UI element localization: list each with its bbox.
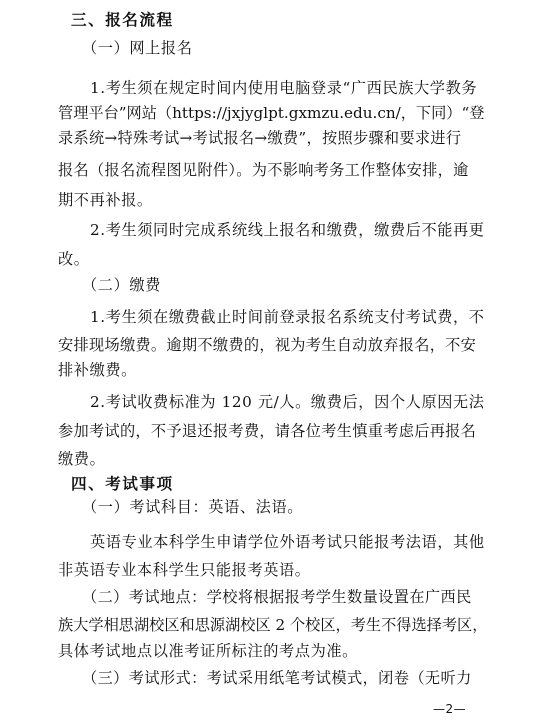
paragraph-line: 管理平台”网站（https://jxjyglpt.gxmzu.edu.cn/，下同）“登 — [58, 104, 485, 122]
paragraph-line: 排补缴费。 — [58, 361, 137, 379]
paragraph-line: 报名（报名流程图见附件）。为不影响考务工作整体安排，逾 — [58, 161, 469, 179]
subheading-online-registration: （一）网上报名 — [82, 39, 193, 57]
paragraph-line: 2.考试收费标准为 120 元/人。缴费后，因个人原因无法 — [90, 393, 485, 411]
paragraph-line: 1.考生须在缴费截止时间前登录报名系统支付考试费，不 — [90, 308, 485, 326]
paragraph-line: 具体考试地点以准考证所标注的考点为准。 — [58, 642, 358, 660]
paragraph-line: 改。 — [58, 250, 90, 268]
paragraph-exam-format: （三）考试形式：考试采用纸笔考试模式，闭卷（无听力 — [82, 669, 472, 687]
paragraph-line: 缴费。 — [58, 450, 106, 468]
heading-exam-matters: 四、考试事项 — [71, 475, 174, 493]
paragraph-line: 1.考生须在规定时间内使用电脑登录“广西民族大学教务 — [90, 79, 478, 97]
paragraph-line: 2.考生须同时完成系统线上报名和缴费，缴费后不能再更 — [90, 221, 485, 239]
paragraph-line: 录系统→特殊考试→考试报名→缴费”，按照步骤和要求进行 — [58, 129, 462, 147]
subheading-exam-subjects: （一）考试科目：英语、法语。 — [82, 498, 304, 516]
paragraph-line: 期不再补报。 — [58, 191, 153, 209]
paragraph-line: 安排现场缴费。逾期不缴费的，视为考生自动放弃报名，不安 — [58, 336, 477, 354]
page-number: —2— — [433, 702, 467, 716]
paragraph-line: 非英语专业本科学生只能报考英语。 — [58, 561, 311, 579]
paragraph-exam-location: （二）考试地点：学校将根据报考学生数量设置在广西民 — [82, 588, 472, 606]
paragraph-line: 参加考试的，不予退还报考费，请各位考生慎重考虑后再报名 — [58, 422, 477, 440]
heading-registration-process: 三、报名流程 — [71, 11, 174, 29]
subheading-payment: （二）缴费 — [82, 276, 161, 294]
paragraph-line: 英语专业本科学生申请学位外语考试只能报考法语，其他 — [90, 533, 485, 551]
paragraph-line: 族大学相思湖校区和思源湖校区 2 个校区，考生不得选择考区， — [58, 616, 488, 634]
